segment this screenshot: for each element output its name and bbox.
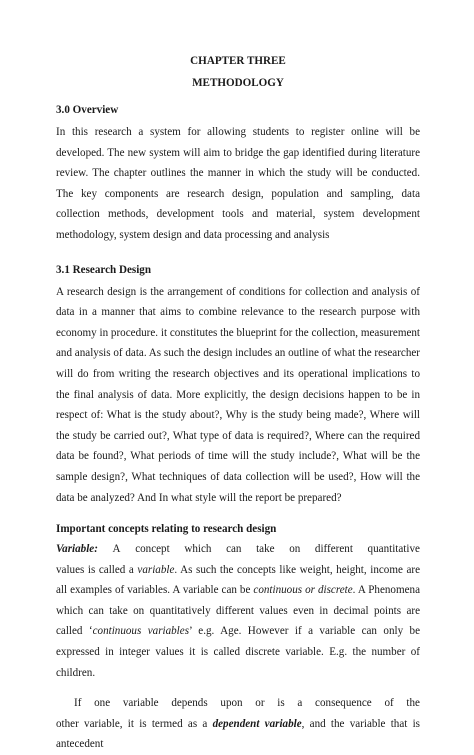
dependent-text-1: other variable, it is termed as a [56,717,213,730]
variable-paragraph [56,539,420,683]
if-word: of [384,697,394,710]
variable-word: different [314,543,353,556]
variable-text-2: . As such the concepts like weight, height, income are all examples of variables. A variable can be [56,563,420,597]
variable-word: quantitative [367,543,420,556]
document-page [56,50,420,755]
if-word: or [255,697,265,710]
if-word: depends [171,697,208,710]
variable-text-3: . A Phenomena which can take on quantitatively different values even in decimal points are called ‘ [56,584,420,638]
variable-term: Variable: [56,543,98,556]
if-word: the [406,697,420,710]
variable-word: take [256,543,275,556]
chapter-label: CHAPTER THREE [190,55,286,67]
overview-paragraph: In this research a system for allowing students to register online will be developed. The new system will aim to bridge the gap identified during literature review. The chapter outlines the manner in which the study will be conducted. The key components are research design, population and sampling, data collection methods, development tools and material, system development methodology, system design and data processing and analysis [56,126,420,241]
variable-italic: variable [137,563,175,576]
dependent-variable-term: dependent variable [212,717,302,730]
section-heading-research-design: 3.1 Research Design [56,263,152,276]
continuous-or-discrete: continuous or discrete [253,584,353,597]
variable-text-1: values is called a [56,563,138,576]
if-word: variable [122,697,159,710]
variable-first-line [56,539,420,560]
variable-word: concept [135,543,170,556]
chapter-title: METHODOLOGY [192,77,284,89]
section-heading-overview: 3.0 Overview [56,104,119,116]
variable-word: on [289,543,301,556]
if-word: is [277,697,285,710]
if-word: a [297,697,303,710]
if-word: one [94,697,111,710]
variable-word: can [226,543,242,556]
dependent-variable-paragraph [56,693,420,755]
dependent-text-2: , and the variable that is antecedent [56,717,420,751]
variable-text-4: ’ e.g. Age. However if a variable can only be expressed in integer values it is called discrete variable. E.g. the number of children. [56,625,421,679]
if-word: If [74,697,82,710]
variable-word: which [184,543,212,556]
if-word: consequence [315,697,372,710]
dependent-first-line [56,693,420,714]
variable-body [56,560,420,684]
variable-word: A [112,543,121,556]
continuous-variables-term: continuous variables [92,625,190,638]
research-design-paragraph: A research design is the arrangement of conditions for collection and analysis of data in a manner that aims to combine relevance to the research purpose with economy in procedure. it constitutes the blueprint for the collection, measurement and analysis of data. As such the design includes an outline of what the researcher will do from writing the research objectives and its operational implications to the final analysis of data. More explicitly, the design decisions happen to be in respect of: What is the study about?, Why is the study being made?, Where will the study be carried out?, What type of data is required?, Where can the required data be found?, What periods of time will the study include?, What will be the sample design?, What techniques of data collection will be used?, How will the data be analyzed? And In what style will the report be prepared? [56,285,420,504]
dependent-body [56,714,420,755]
section-heading-important-concepts: Important concepts relating to research design [56,523,277,536]
if-word: upon [220,697,243,710]
